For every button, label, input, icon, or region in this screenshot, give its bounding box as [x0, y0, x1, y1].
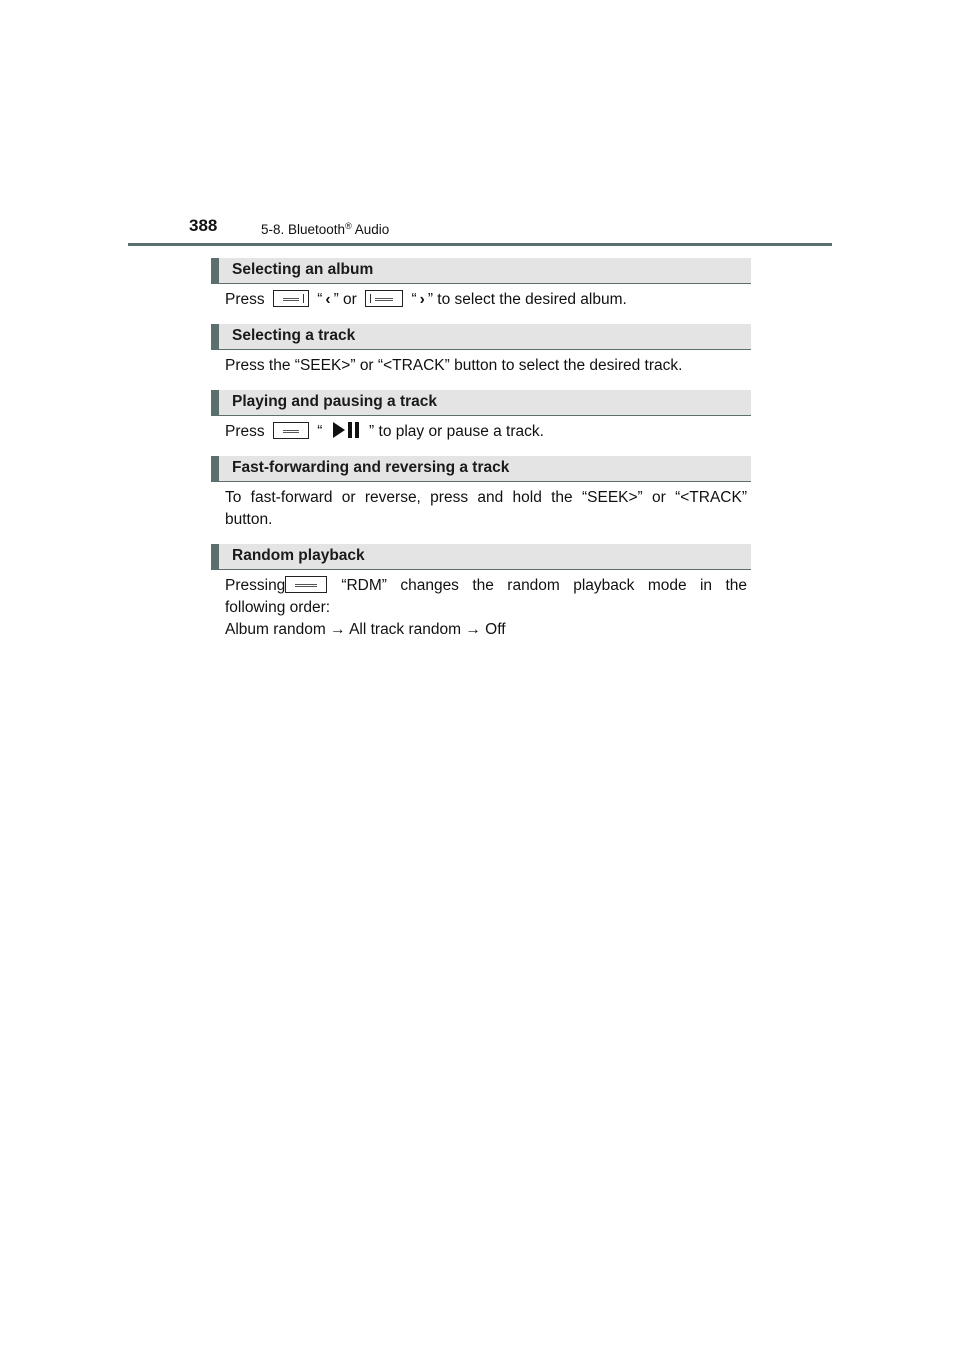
page-number: 388 [189, 216, 218, 235]
body-fast-forward-line2: button. [225, 511, 273, 528]
body-selecting-track: Press the “SEEK>” or “<TRACK” button to select the desired track. [225, 357, 683, 374]
heading-random-playback [211, 544, 751, 570]
section-reference [261, 221, 389, 237]
body-text: Press [225, 423, 265, 440]
heading-text: Random playback [232, 547, 365, 564]
heading-text: Selecting a track [232, 327, 356, 344]
body-selecting-album [225, 289, 747, 311]
body-playing-pausing [225, 421, 747, 443]
body-text: ” or [333, 291, 357, 308]
body-fast-forward-line1: To fast-forward or reverse, press and hold the “SEEK>” or “<TRACK” [225, 489, 747, 506]
registered-mark: ® [345, 221, 352, 231]
body-text: ” to play or pause a track. [369, 423, 544, 440]
order-item: Album random [225, 621, 326, 638]
body-text: “ [411, 291, 417, 308]
body-random-order [225, 619, 747, 641]
body-text: Press [225, 291, 265, 308]
page-header [0, 0, 960, 250]
steering-switch-icon [273, 422, 309, 439]
heading-text: Playing and pausing a track [232, 393, 438, 410]
body-text: Pressing [225, 577, 286, 594]
heading-text: Fast-forwarding and reversing a track [232, 459, 510, 476]
heading-fast-forward [211, 456, 751, 482]
header-divider [128, 243, 832, 246]
steering-switch-icon [285, 576, 327, 593]
body-random-line2: following order: [225, 599, 331, 616]
body-text: “RDM” changes the random playback mode in the [341, 577, 747, 594]
body-text: “ [317, 291, 323, 308]
heading-selecting-album [211, 258, 751, 284]
chevron-left-icon: ‹ [325, 291, 331, 308]
heading-playing-pausing [211, 390, 751, 416]
order-item: All track random [349, 621, 462, 638]
heading-selecting-track [211, 324, 751, 350]
play-pause-icon [331, 421, 361, 439]
steering-switch-icon [365, 290, 403, 307]
order-item: Off [485, 621, 506, 638]
arrow-right-icon: → [465, 621, 481, 638]
body-text: “ [317, 423, 323, 440]
chevron-right-icon: › [419, 291, 425, 308]
arrow-right-icon: → [330, 621, 346, 638]
section-ref-main: 5-8. Bluetooth [261, 222, 346, 237]
body-random-line1 [225, 575, 747, 597]
section-ref-tail: Audio [351, 222, 390, 237]
steering-switch-icon [273, 290, 309, 307]
heading-text: Selecting an album [232, 261, 374, 278]
body-text: ” to select the desired album. [427, 291, 627, 308]
